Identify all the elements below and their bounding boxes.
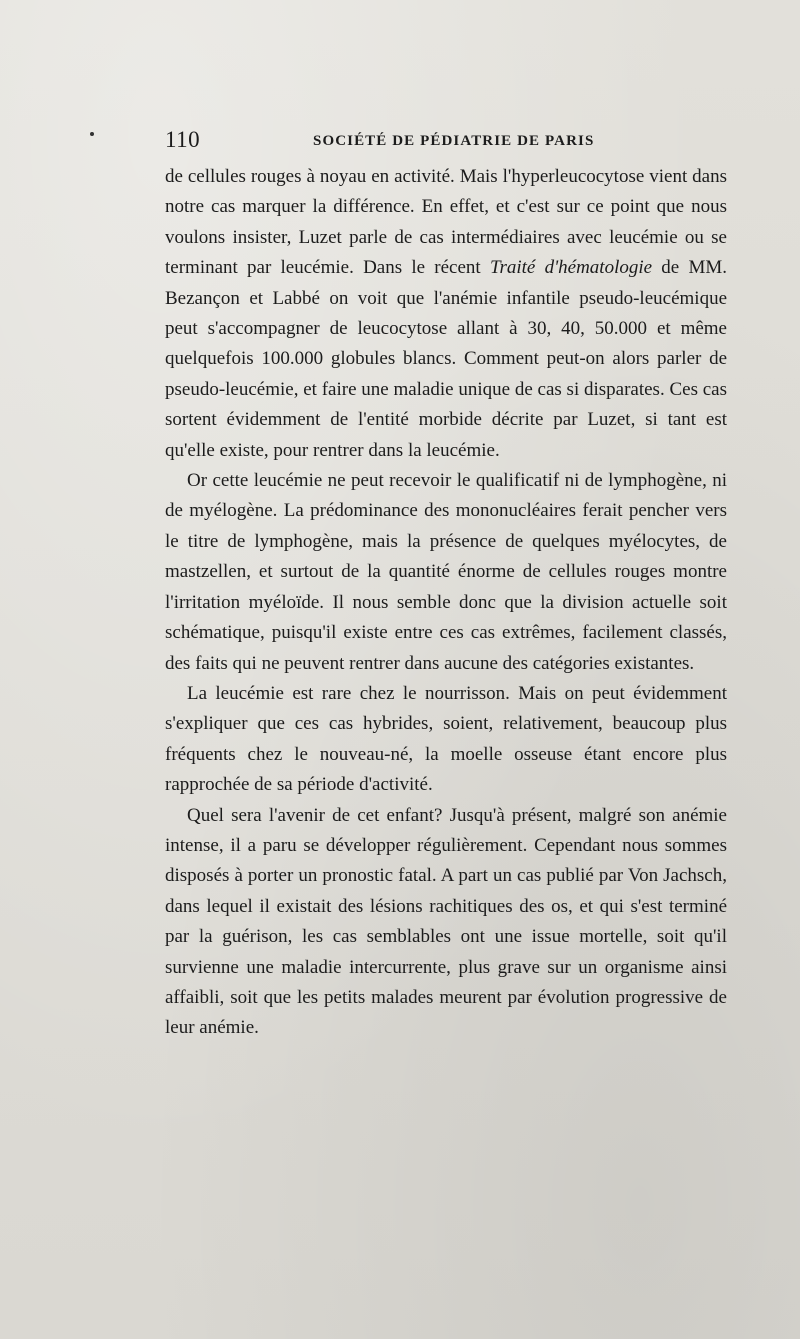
page-number: 110 bbox=[165, 127, 201, 152]
page-header bbox=[165, 127, 725, 157]
paragraph-1: de cellules rouges à noyau en activité. Mais l'hyperleucocytose vient dans notre cas marquer la différence. En effet, et c'est sur ce point que nous voulons insister, Luzet parle de cas intermédiaires avec leucémie ou se terminant par leucémie. Dans le récent Traité d'hématologie de MM. Bezançon et Labbé on voit que l'anémie infantile pseudo-leucémique peut s'accompagner de leucocytose allant à 30, 40, 50.000 et même quelquefois 100.000 globules blancs. Comment peut-on alors parler de pseudo-leucémie, et faire une maladie unique de cas si disparates. Ces cas sortent évidemment de l'entité morbide décrite par Luzet, si tant est qu'elle existe, pour rentrer dans la leucémie. bbox=[165, 166, 727, 461]
body-text bbox=[165, 162, 727, 1044]
margin-mark bbox=[90, 132, 94, 136]
paragraph-3: La leucémie est rare chez le nourrisson. Mais on peut évidemment s'expliquer que ces cas hybrides, soient, relativement, beaucoup plus fréquents chez le nouveau-né, la moelle osseuse étant encore plus rapprochée de sa période d'activité. bbox=[165, 682, 727, 796]
book-title: Traité d'hématologie bbox=[489, 257, 653, 279]
running-head: SOCIÉTÉ DE PÉDIATRIE DE PARIS bbox=[313, 133, 595, 149]
paragraph-4: Quel sera l'avenir de cet enfant? Jusqu'à présent, malgré son anémie intense, il a paru se développer régulièrement. Cependant nous sommes disposés à porter un pronostic fatal. A part un cas publié par Von Jachsch, dans lequel il existait des lésions rachitiques des os, et qui s'est terminé par la guérison, les cas semblables ont une issue mortelle, soit qu'il survienne une maladie intercurrente, plus grave sur un organisme ainsi affaibli, soit que les petits malades meurent par évolution progressive de leur anémie. bbox=[165, 804, 727, 1039]
paragraph-2: Or cette leucémie ne peut recevoir le qualificatif ni de lymphogène, ni de myélogène. La prédominance des mononucléaires ferait pencher vers le titre de lymphogène, mais la présence de quelques myélocytes, de mastzellen, et surtout de la quantité énorme de cellules rouges montre l'irritation myéloïde. Il nous semble donc que la division actuelle soit schématique, puisqu'il existe entre ces cas extrêmes, facilement classés, des faits qui ne peuvent rentrer dans aucune des catégories existantes. bbox=[165, 470, 727, 674]
